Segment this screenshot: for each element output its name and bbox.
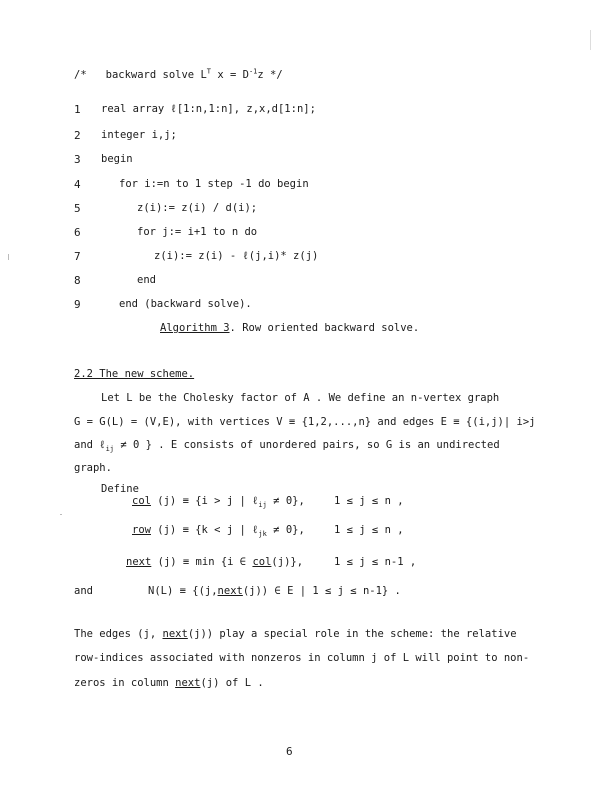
paragraph-line: The edges (j, next(j)) play a special role in the scheme: the relative	[74, 628, 517, 640]
definition-next-range: 1 ≤ j ≤ n-1 ,	[334, 556, 417, 568]
page-number: 6	[286, 745, 293, 758]
code-line: z(i):= z(i) - ℓ(j,i)* z(j)	[154, 250, 319, 262]
definition-row: row (j) ≡ {k < j | ℓ$_{jk}$ ≠ 0},	[132, 524, 305, 539]
line-number: 3	[74, 153, 81, 166]
scan-speck	[8, 254, 9, 260]
code-line: begin	[101, 153, 133, 165]
line-number: 2	[74, 129, 81, 142]
paragraph-line: zeros in column next(j) of L .	[74, 677, 264, 689]
code-line: integer i,j;	[101, 129, 177, 141]
paragraph-line: and ℓ$_{ij}$ ≠ 0 } . E consists of unordered pairs, so G is an undirected	[74, 439, 500, 454]
code-line: z(i):= z(i) / d(i);	[137, 202, 258, 214]
definition-row-range: 1 ≤ j ≤ n ,	[334, 524, 404, 536]
scan-speck	[60, 514, 62, 515]
line-number: 1	[74, 103, 81, 116]
code-line: real array ℓ[1:n,1:n], z,x,d[1:n];	[101, 103, 316, 115]
section-heading: 2.2 The new scheme.	[74, 368, 195, 380]
paragraph-line: row-indices associated with nonzeros in column j of L will point to non-	[74, 652, 530, 664]
code-line: end (backward solve).	[119, 298, 252, 310]
and-label: and	[74, 585, 93, 597]
scan-speck	[590, 30, 591, 50]
definition-next: next (j) ≡ min {i ∈ col(j)},	[126, 556, 304, 568]
line-number: 8	[74, 274, 81, 287]
definition-N: N(L) ≡ {(j,next(j)) ∈ E | 1 ≤ j ≤ n-1} .	[148, 585, 401, 597]
line-number: 5	[74, 202, 81, 215]
paragraph-line: G = G(L) = (V,E), with vertices V ≡ {1,2,...,n} and edges E ≡ {(i,j)| i>j	[74, 416, 536, 428]
line-number: 4	[74, 178, 81, 191]
definition-col-range: 1 ≤ j ≤ n ,	[334, 495, 404, 507]
line-number: 7	[74, 250, 81, 263]
line-number: 9	[74, 298, 81, 311]
paragraph-line: graph.	[74, 462, 112, 474]
paragraph-line: Let L be the Cholesky factor of A . We define an n-vertex graph	[101, 392, 500, 404]
algorithm-caption: Algorithm 3. Row oriented backward solve.	[160, 322, 420, 334]
definition-col: col (j) ≡ {i > j | ℓ$_{ij}$ ≠ 0},	[132, 495, 305, 510]
algorithm-comment: /* backward solve $L^T$ $x = D^{-1}z$ */	[74, 67, 283, 81]
line-number: 6	[74, 226, 81, 239]
code-line: for i:=n to 1 step -1 do begin	[119, 178, 309, 190]
code-line: end	[137, 274, 156, 286]
code-line: for j:= i+1 to n do	[137, 226, 258, 238]
define-label: Define	[101, 483, 139, 495]
